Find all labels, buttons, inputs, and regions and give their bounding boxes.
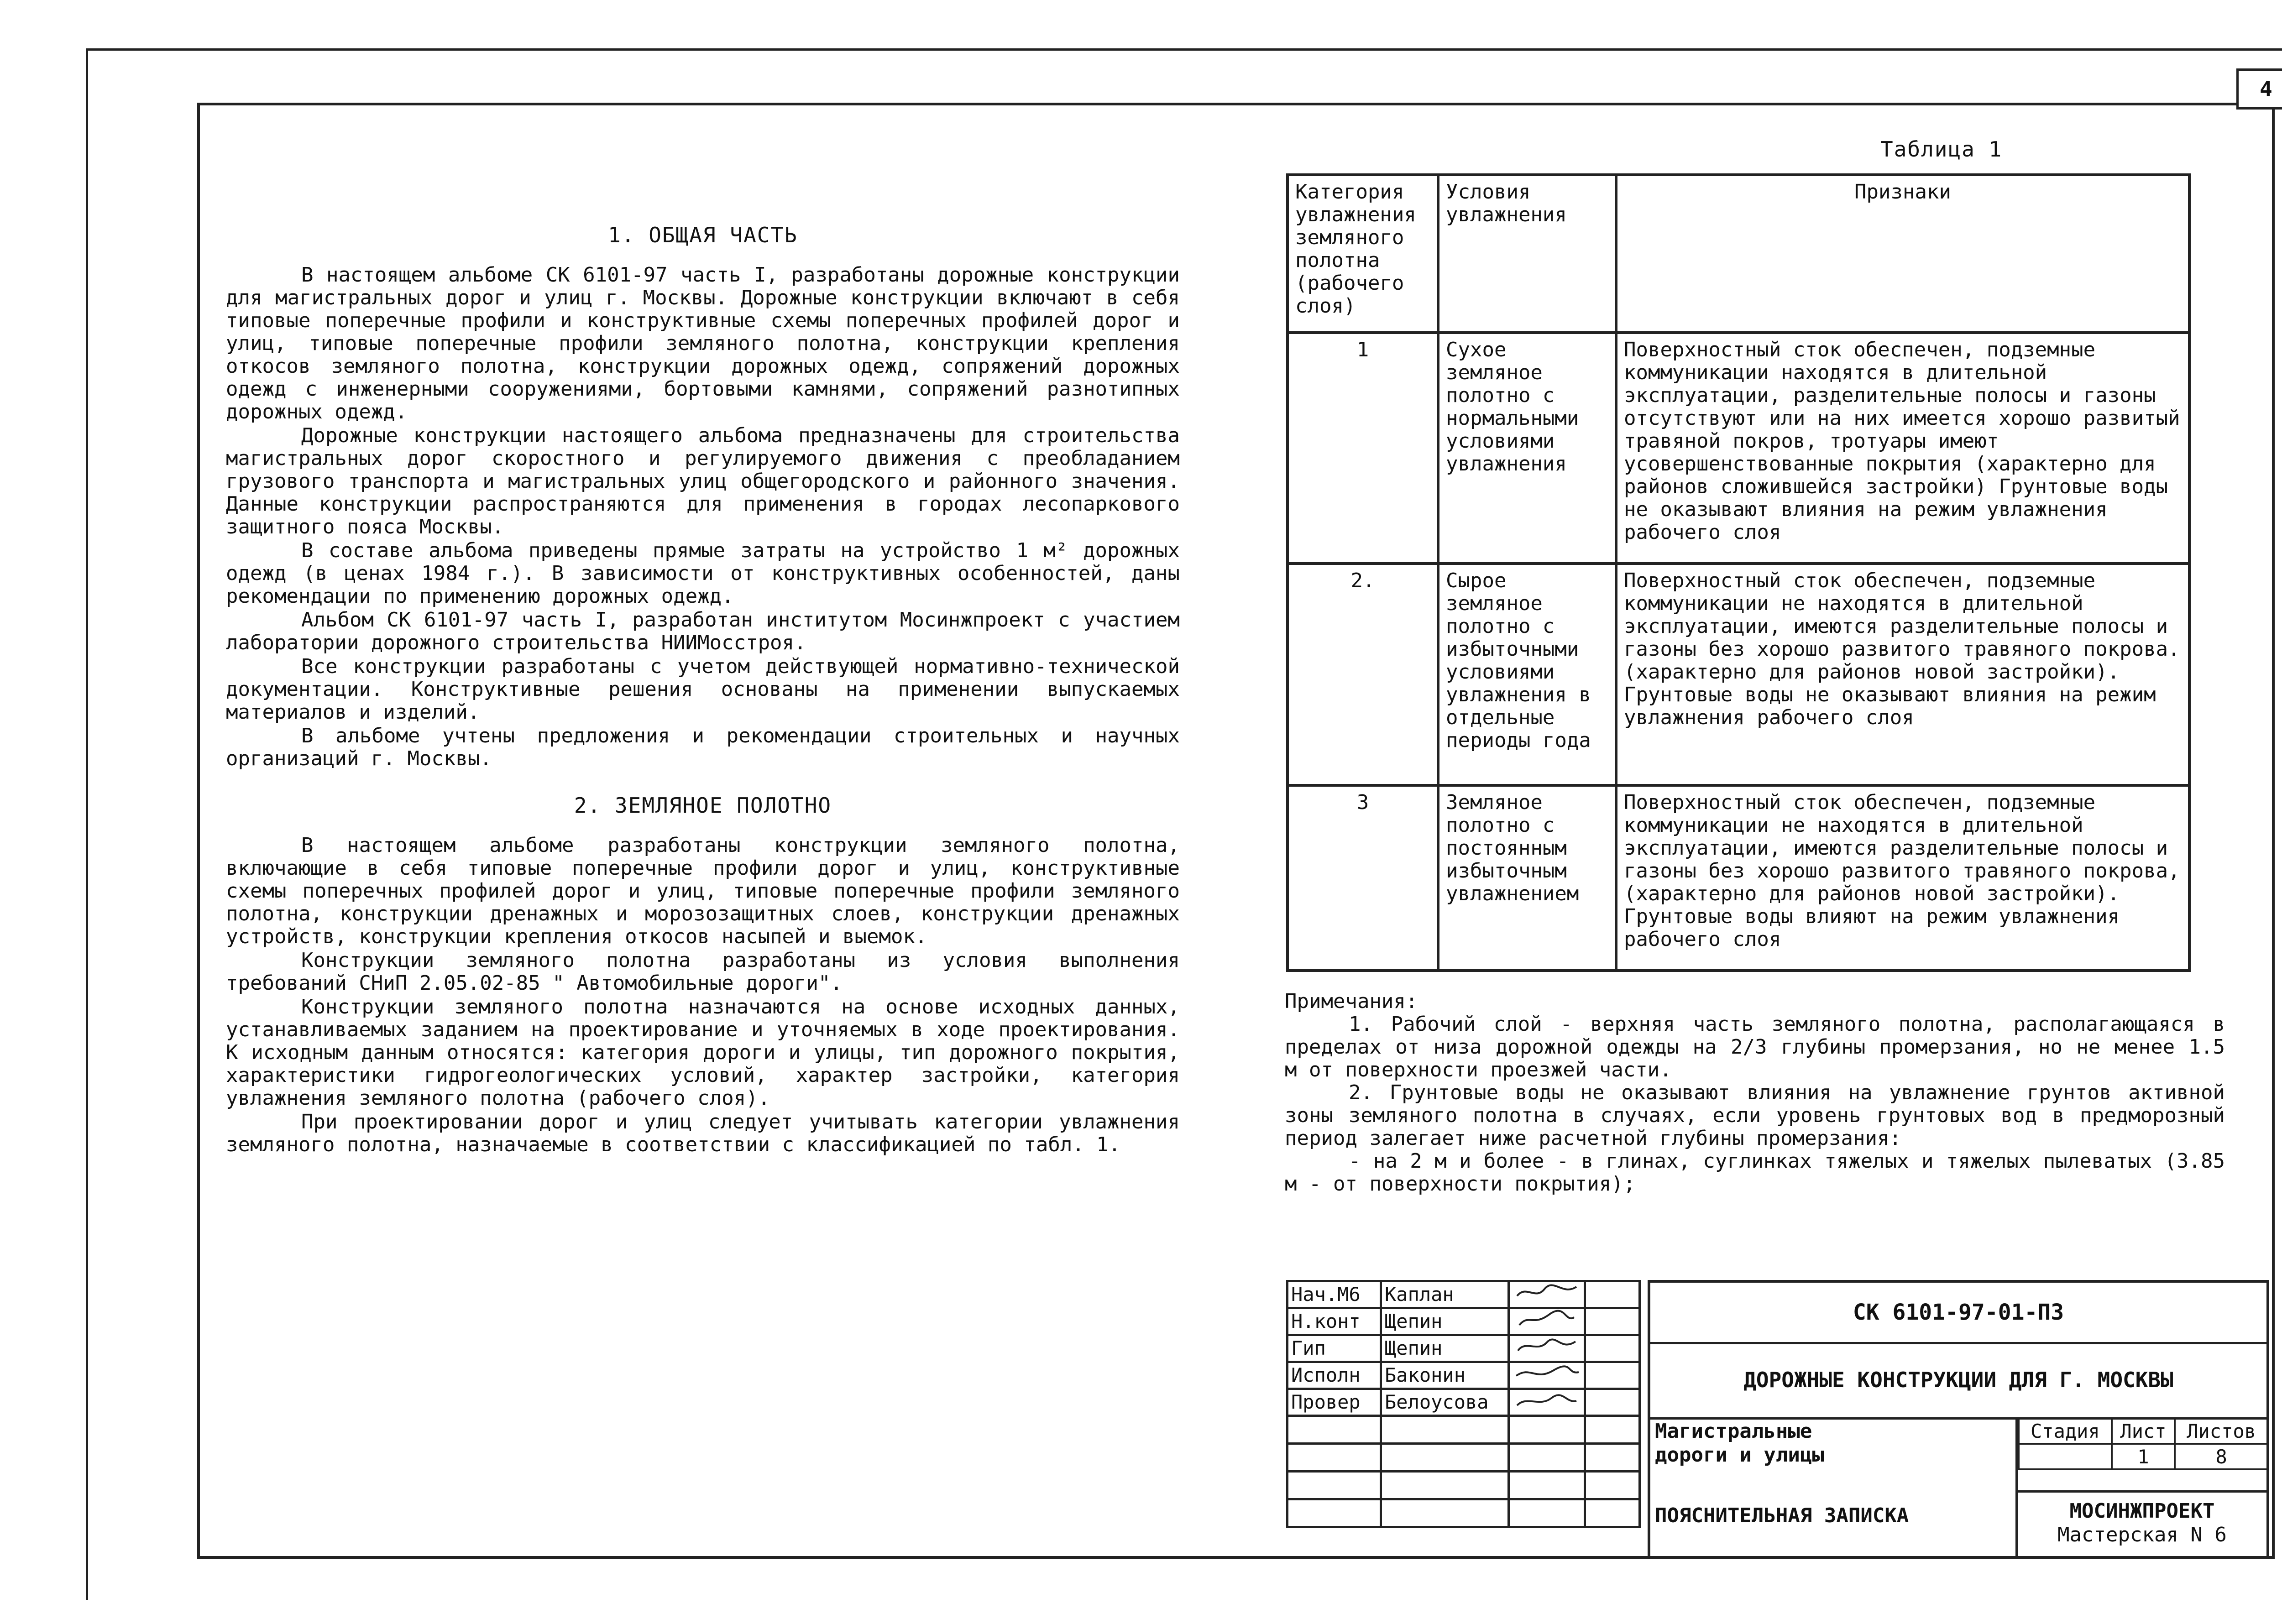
- sheet-value: 1: [2112, 1444, 2175, 1469]
- table-caption: Таблица 1: [1880, 137, 2003, 162]
- document-code: СК 6101-97-01-ПЗ: [1650, 1283, 2266, 1344]
- date-cell: [1585, 1335, 1640, 1362]
- section-2-title: 2. ЗЕМЛЯНОЕ ПОЛОТНО: [574, 793, 832, 818]
- date-cell: [1585, 1389, 1640, 1416]
- table-header-category: Категория увлажнения земляного полотна (рабочего слоя): [1288, 175, 1438, 333]
- stamp-role-row: [1288, 1308, 1640, 1335]
- section-2-paragraph: В настоящем альбоме разработаны конструкции земляного полотна, включающие в себя типовые поперечные профили дорог и улиц, конструктивные схемы поперечных профилей дорог и улиц, типовые поперечные профили земляного полотна, конструкции дренажных и морозозащитных слоев, конструкции дренажных устройств, конструкции крепления откосов насыпей и выемок.: [226, 834, 1180, 948]
- handwritten-signature: [1513, 1309, 1581, 1329]
- note-item: 2. Грунтовые воды не оказывают влияния на увлажнение грунтов активной зоны земляного полотна в случаях, если уровень грунтовых вод в предморозный период залегает ниже расчетной глубины промерзания:: [1285, 1081, 2225, 1150]
- table-cell-condition: Сухое земляное полотно с нормальными условиями увлажнения: [1438, 333, 1616, 564]
- object-name-line: дороги и улицы: [1655, 1443, 1824, 1467]
- date-cell: [1585, 1308, 1640, 1335]
- section-1-paragraph: Дорожные конструкции настоящего альбома предназначены для строительства магистральных дорог скоростного и регулируемого движения с преобладанием грузового транспорта и магистральных улиц общегородского и районного значения. Данные конструкции распространяются для применения в городах лесопаркового защитного пояса Москвы.: [226, 424, 1180, 538]
- note-item: 1. Рабочий слой - верхняя часть земляного полотна, располагающаяся в пределах от низа дорожной одежды на 2/3 глубины промерзания, но не менее 1.5 м от поверхности проезжей части.: [1285, 1013, 2225, 1081]
- stamp-role: Н.конт: [1288, 1308, 1381, 1335]
- section-1-paragraph: Все конструкции разработаны с учетом действующей нормативно-технической документации. Конструктивные решения основаны на применении выпускаемых материалов и изделий.: [226, 655, 1180, 724]
- handwritten-signature: [1513, 1363, 1581, 1383]
- organization-block: [2015, 1490, 2266, 1556]
- stamp-role-row: [1288, 1362, 1640, 1389]
- section-1-paragraph: В альбоме учтены предложения и рекомендации строительных и научных организаций г. Москвы.: [226, 724, 1180, 770]
- stage-header: Стадия: [2019, 1418, 2112, 1444]
- handwritten-signature: [1513, 1282, 1581, 1302]
- stamp-person: Щепин: [1381, 1335, 1509, 1362]
- section-1-paragraph: В составе альбома приведены прямые затраты на устройство 1 м² дорожных одежд (в ценах 1984 г.). В зависимости от конструктивных особенностей, даны рекомендации по применению дорожных одежд.: [226, 539, 1180, 608]
- stage-value: [2019, 1444, 2112, 1469]
- table-cell-signs: Поверхностный сток обеспечен, подземные коммуникации находятся в длительной эксплуатации, разделительные полосы и газоны отсутствуют или на них имеется хорошо развитый травяной покров, тротуары имеют усовершенствованные покрытия (характерно для районов сложившейся застройки) Грунтовые воды не оказывают влияния на режим увлажнения рабочего слоя: [1616, 333, 2189, 564]
- stamp-role: Исполн: [1288, 1362, 1381, 1389]
- table-header-row: [1288, 175, 2189, 333]
- stamp-role: Нач.М6: [1288, 1281, 1381, 1308]
- stamp-title-block: [1648, 1280, 2269, 1559]
- organization-name: МОСИНЖПРОЕКТ: [2069, 1499, 2215, 1523]
- stamp-person: Белоусова: [1381, 1389, 1509, 1416]
- stage-sheet-block: [2015, 1417, 2269, 1493]
- signature-cell: [1509, 1362, 1585, 1389]
- table-cell-category: 2.: [1288, 564, 1438, 785]
- section-2-paragraph: Конструкции земляного полотна разработаны из условия выполнения требований СНиП 2.05.02-85 " Автомобильные дороги".: [226, 949, 1180, 995]
- table-cell-condition: Земляное полотно с постоянным избыточным увлажнением: [1438, 785, 1616, 971]
- album-title: ДОРОЖНЫЕ КОНСТРУКЦИИ ДЛЯ Г. МОСКВЫ: [1650, 1342, 2266, 1420]
- stamp-role-row: [1288, 1389, 1640, 1416]
- table-header-condition: Условия увлажнения: [1438, 175, 1616, 333]
- table-row: [1288, 564, 2189, 785]
- sheets-header: Листов: [2175, 1418, 2268, 1444]
- stamp-role-row: [1288, 1281, 1640, 1308]
- left-column: [226, 224, 1180, 1156]
- table-cell-category: 1: [1288, 333, 1438, 564]
- stamp-person: Щепин: [1381, 1308, 1509, 1335]
- signature-cell: [1509, 1389, 1585, 1416]
- stamp-person: Каплан: [1381, 1281, 1509, 1308]
- stamp-role-row: [1288, 1335, 1640, 1362]
- section-2-paragraph: При проектировании дорог и улиц следует учитывать категории увлажнения земляного полотна, назначаемые в соответствии с классификацией по табл. 1.: [226, 1110, 1180, 1156]
- signature-cell: [1509, 1308, 1585, 1335]
- table-cell-category: 3: [1288, 785, 1438, 971]
- notes-block: [1285, 990, 2225, 1196]
- handwritten-signature: [1513, 1336, 1581, 1356]
- sheets-value: 8: [2175, 1444, 2268, 1469]
- document-type: ПОЯСНИТЕЛЬНАЯ ЗАПИСКА: [1655, 1504, 1909, 1527]
- handwritten-signature: [1513, 1390, 1581, 1410]
- stamp-role: Провер: [1288, 1389, 1381, 1416]
- sheet-header: Лист: [2112, 1418, 2175, 1444]
- object-name: [1655, 1420, 2011, 1467]
- section-2-paragraph: Конструкции земляного полотна назначаются на основе исходных данных, устанавливаемых заданием на проектирование и уточняемых в ходе проектирования. К исходным данным относятся: категория дороги и улицы, тип дорожного покрытия, характеристики гидрогеологических условий, характер застройки, категория увлажнения земляного полотна (рабочего слоя).: [226, 995, 1180, 1110]
- table-row: [1288, 785, 2189, 971]
- table-header-signs: Признаки: [1616, 175, 2189, 333]
- moisture-category-table: [1286, 173, 2191, 972]
- stamp-person: Баконин: [1381, 1362, 1509, 1389]
- table-cell-signs: Поверхностный сток обеспечен, подземные коммуникации не находятся в длительной эксплуатации, имеются разделительные полосы и газоны без хорошо развитого травяного покрова, (характерно для районов новой застройки). Грунтовые воды влияют на режим увлажнения рабочего слоя: [1616, 785, 2189, 971]
- date-cell: [1585, 1362, 1640, 1389]
- date-cell: [1585, 1281, 1640, 1308]
- signature-cell: [1509, 1281, 1585, 1308]
- notes-title: Примечания:: [1285, 990, 1418, 1013]
- table-cell-signs: Поверхностный сток обеспечен, подземные коммуникации не находятся в длительной эксплуатации, имеются разделительные полосы и газоны без хорошо развитого травяного покрова. (характерно для районов новой застройки). Грунтовые воды не оказывают влияния на режим увлажнения рабочего слоя: [1616, 564, 2189, 785]
- signature-cell: [1509, 1335, 1585, 1362]
- table-row: [1288, 333, 2189, 564]
- section-1-title: 1. ОБЩАЯ ЧАСТЬ: [608, 223, 798, 247]
- note-item: - на 2 м и более - в глинах, суглинках тяжелых и тяжелых пылеватых (3.85 м - от поверхности покрытия);: [1285, 1149, 2225, 1196]
- table-cell-condition: Сырое земляное полотно с избыточными условиями увлажнения в отдельные периоды года: [1438, 564, 1616, 785]
- stamp-signatures-table: [1286, 1280, 1641, 1528]
- workshop-name: Мастерская N 6: [2057, 1523, 2227, 1546]
- stamp-role: Гип: [1288, 1335, 1381, 1362]
- page-number: 4: [2236, 68, 2282, 110]
- object-name-line: Магистральные: [1655, 1420, 1812, 1443]
- section-1-paragraph: Альбом СК 6101-97 часть I, разработан институтом Мосинжпроект с участием лаборатории дорожного строительства НИИМосстроя.: [226, 608, 1180, 654]
- section-1-paragraph: В настоящем альбоме СК 6101-97 часть I, разработаны дорожные конструкции для магистральных дорог и улиц г. Москвы. Дорожные конструкции включают в себя типовые поперечные профили и конструктивные схемы поперечных профилей дорог и улиц, типовые поперечные профили земляного полотна, конструкции крепления откосов земляного полотна, конструкции дорожных одежд, сопряжений дорожных одежд с инженерными сооружениями, бортовыми камнями, сопряжений разнотипных дорожных одежд.: [226, 263, 1180, 423]
